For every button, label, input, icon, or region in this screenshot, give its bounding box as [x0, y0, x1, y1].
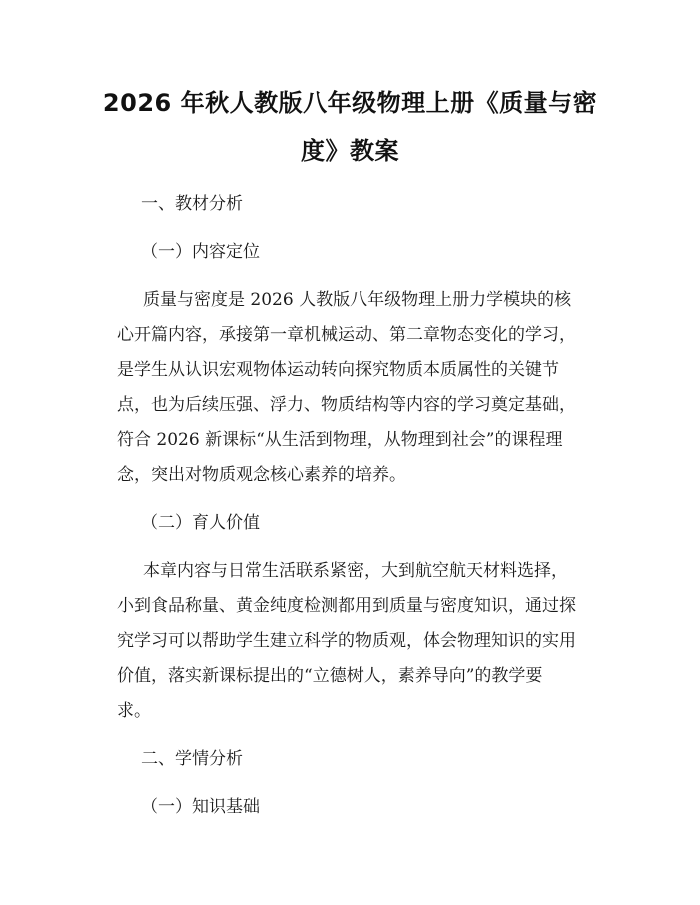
section-heading-student-analysis: 二、学情分析: [141, 749, 243, 769]
subsection-heading-knowledge-base: （一）知识基础: [141, 797, 260, 817]
paragraph-line: 心开篇内容，承接第一章机械运动、第二章物态变化的学习，: [117, 325, 576, 345]
paragraph-line: 念，突出对物质观念核心素养的培养。: [117, 465, 406, 485]
paragraph-line: 是学生从认识宏观物体运动转向探究物质本质属性的关键节: [117, 360, 559, 380]
paragraph-line: 本章内容与日常生活联系紧密，大到航空航天材料选择，: [143, 561, 568, 581]
paragraph-line: 符合 2026 新课标“从生活到物理，从物理到社会”的课程理: [117, 430, 563, 450]
paragraph-line: 求。: [117, 701, 151, 721]
document-title-line-1: 2026 年秋人教版八年级物理上册《质量与密: [102, 89, 598, 117]
section-heading-textbook-analysis: 一、教材分析: [141, 194, 243, 214]
subsection-heading-content-positioning: （一）内容定位: [141, 242, 260, 262]
paragraph-line: 质量与密度是 2026 人教版八年级物理上册力学模块的核: [143, 290, 572, 310]
paragraph-line: 价值，落实新课标提出的“立德树人，素养导向”的教学要: [117, 666, 543, 686]
subsection-heading-educational-value: （二）育人价值: [141, 513, 260, 533]
document-title-line-2: 度》教案: [301, 137, 399, 165]
paragraph-line: 究学习可以帮助学生建立科学的物质观，体会物理知识的实用: [117, 631, 576, 651]
paragraph-line: 小到食品称量、黄金纯度检测都用到质量与密度知识，通过探: [117, 596, 576, 616]
paragraph-line: 点，也为后续压强、浮力、物质结构等内容的学习奠定基础，: [117, 395, 576, 415]
